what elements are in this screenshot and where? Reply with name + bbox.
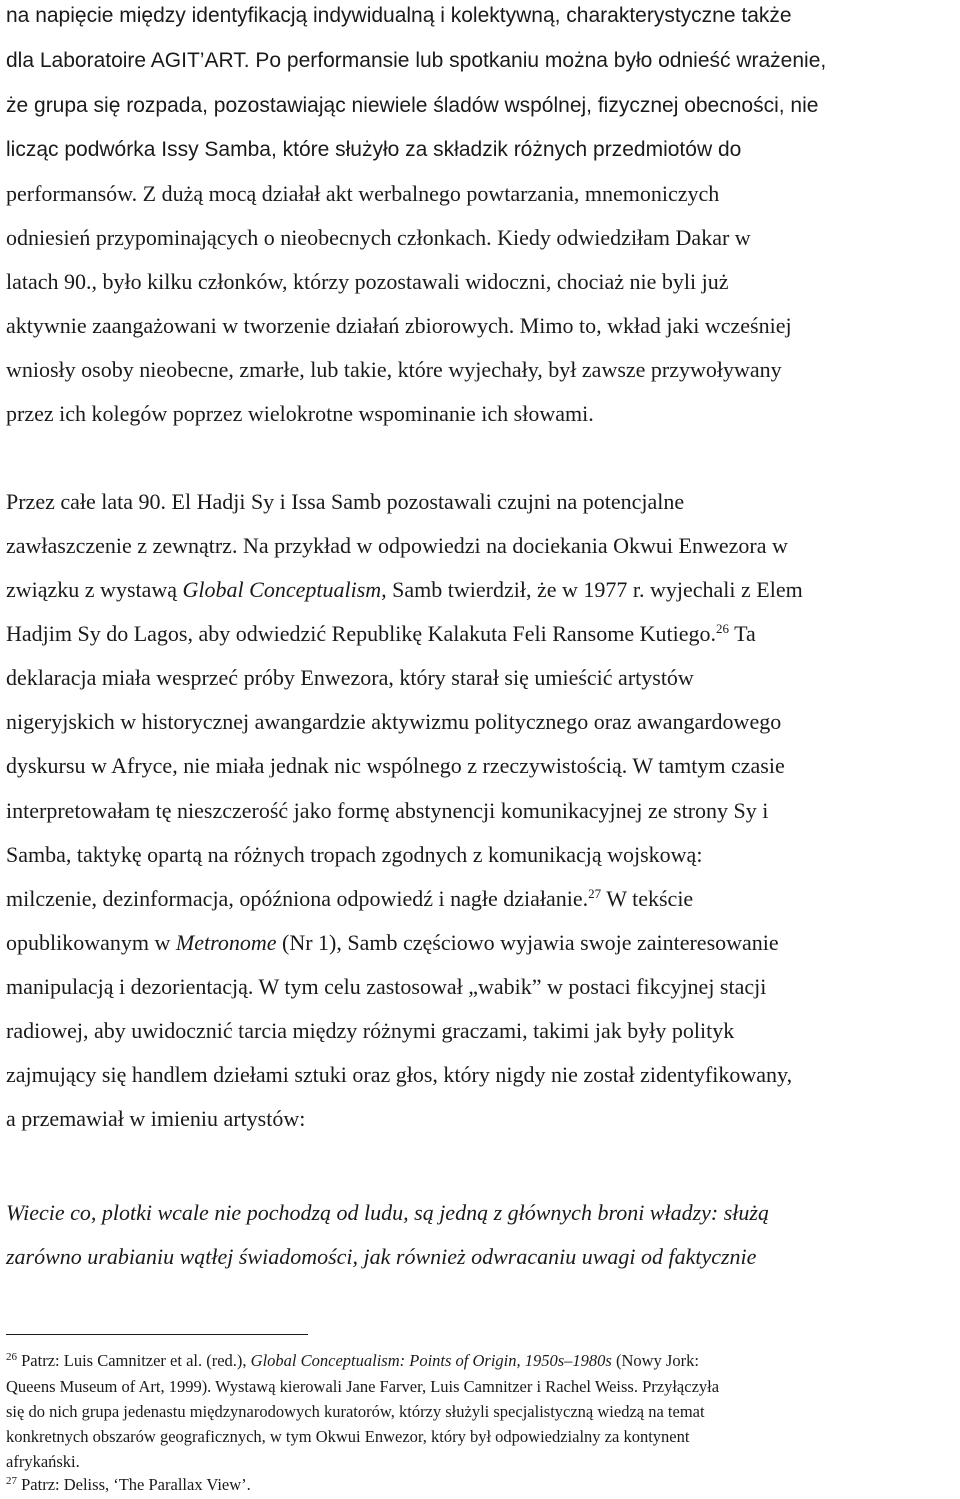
footnote-line: afrykański. [6, 1452, 80, 1471]
footnote-ref-27[interactable]: 27 [588, 886, 602, 901]
text-line: zajmujący się handlem dziełami sztuki oraz głos, który nigdy nie został zidentyfikowany, [6, 1062, 793, 1087]
text-line: wniosły osoby nieobecne, zmarłe, lub takie, które wyjechały, był zawsze przywoływany [6, 357, 782, 382]
text-line: Samba, taktykę opartą na różnych tropach zgodnych z komunikacją wojskową: [6, 842, 703, 867]
footnote-line: Queens Museum of Art, 1999). Wystawą kierowali Jane Farver, Luis Camnitzer i Rachel Weiss. Przyłączyła [6, 1377, 720, 1396]
text-run: (Nowy Jork: [611, 1351, 699, 1370]
text-run: Hadjim Sy do Lagos, aby odwiedzić Republikę Kalakuta Feli Ransome Kutiego. [6, 621, 716, 646]
text-run: Patrz: Deliss, ‘The Parallax View’. [17, 1475, 251, 1494]
publication-title: Metronome [175, 930, 277, 955]
text-line: interpretowałam tę nieszczerość jako formę abstynencji komunikacyjnej ze strony Sy i [6, 798, 769, 823]
footnote-ref-26[interactable]: 26 [715, 621, 729, 636]
text-line: a przemawiał w imieniu artystów: [6, 1106, 306, 1131]
text-run: Patrz: Luis Camnitzer et al. (red.), [17, 1351, 251, 1370]
footnote-number: 26 [6, 1351, 17, 1363]
text-run: Samb twierdził, że w 1977 r. wyjechali z Elem [386, 577, 803, 602]
exhibition-title: Global Conceptualism, [182, 577, 387, 602]
text-run: opublikowanym w [6, 930, 176, 955]
footnote-line: konkretnych obszarów geograficznych, w tym Okwui Enwezor, który był odpowiedzialny za kontynent [6, 1427, 690, 1446]
quote-line: zarówno urabianiu wątłej świadomości, jak również odwracaniu uwagi od faktycznie [6, 1244, 757, 1269]
footnote-27 [6, 1474, 251, 1496]
book-title: Global Conceptualism: Points of Origin, 1950s–1980s [250, 1351, 612, 1370]
text-line: nigeryjskich w historycznej awangardzie aktywizmu politycznego oraz awangardowego [6, 709, 782, 734]
text-line: licząc podwórka Issy Samba, które służyło za składzik różnych przedmiotów do [6, 138, 742, 161]
text-line: dyskursu w Afryce, nie miała jednak nic wspólnego z rzeczywistością. W tamtym czasie [6, 753, 785, 778]
footnote-separator [6, 1334, 308, 1335]
text-line [6, 576, 803, 604]
quote-line: Wiecie co, plotki wcale nie pochodzą od ludu, są jedną z głównych broni władzy: służą [6, 1200, 769, 1225]
text-line [6, 620, 756, 648]
text-line: odniesień przypominających o nieobecnych członkach. Kiedy odwiedziłam Dakar w [6, 225, 751, 250]
text-line: deklaracja miała wesprzeć próby Enwezora, który starał się umieścić artystów [6, 665, 694, 690]
text-line: radiowej, aby uwidocznić tarcia między różnymi graczami, takimi jak były polityk [6, 1018, 735, 1043]
text-line: na napięcie między identyfikacją indywidualną i kolektywną, charakterystyczne także [6, 4, 792, 27]
text-line [6, 885, 693, 913]
text-line: dla Laboratoire AGIT’ART. Po performansie lub spotkaniu można było odnieść wrażenie, [6, 49, 827, 72]
text-line: Przez całe lata 90. El Hadji Sy i Issa Samb pozostawali czujni na potencjalne [6, 489, 685, 514]
text-line: że grupa się rozpada, pozostawiając niewiele śladów wspólnej, fizycznej obecności, nie [6, 94, 819, 117]
text-line: manipulacją i dezorientacją. W tym celu zastosował „wabik” w postaci fikcyjnej stacji [6, 974, 767, 999]
text-line [6, 929, 779, 957]
footnote-number: 27 [6, 1475, 17, 1487]
text-line: performansów. Z dużą mocą działał akt werbalnego powtarzania, mnemoniczych [6, 181, 720, 206]
text-line: latach 90., było kilku członków, którzy pozostawali widoczni, chociaż nie byli już [6, 269, 729, 294]
text-run: milczenie, dezinformacja, opóźniona odpowiedź i nagłe działanie. [6, 886, 589, 911]
footnote-26 [6, 1350, 699, 1372]
text-line: przez ich kolegów poprzez wielokrotne wspominanie ich słowami. [6, 401, 594, 426]
text-run: W tekście [601, 886, 694, 911]
text-run: Ta [728, 621, 756, 646]
text-line: zawłaszczenie z zewnątrz. Na przykład w odpowiedzi na dociekania Okwui Enwezora w [6, 533, 788, 558]
footnote-line: się do nich grupa jedenastu międzynarodowych kuratorów, którzy służyli specjalistyczną wiedzą na temat [6, 1402, 705, 1421]
text-run: (Nr 1), Samb częściowo wyjawia swoje zainteresowanie [276, 930, 779, 955]
text-line: aktywnie zaangażowani w tworzenie działań zbiorowych. Mimo to, wkład jaki wcześniej [6, 313, 792, 338]
text-run: związku z wystawą [6, 577, 183, 602]
